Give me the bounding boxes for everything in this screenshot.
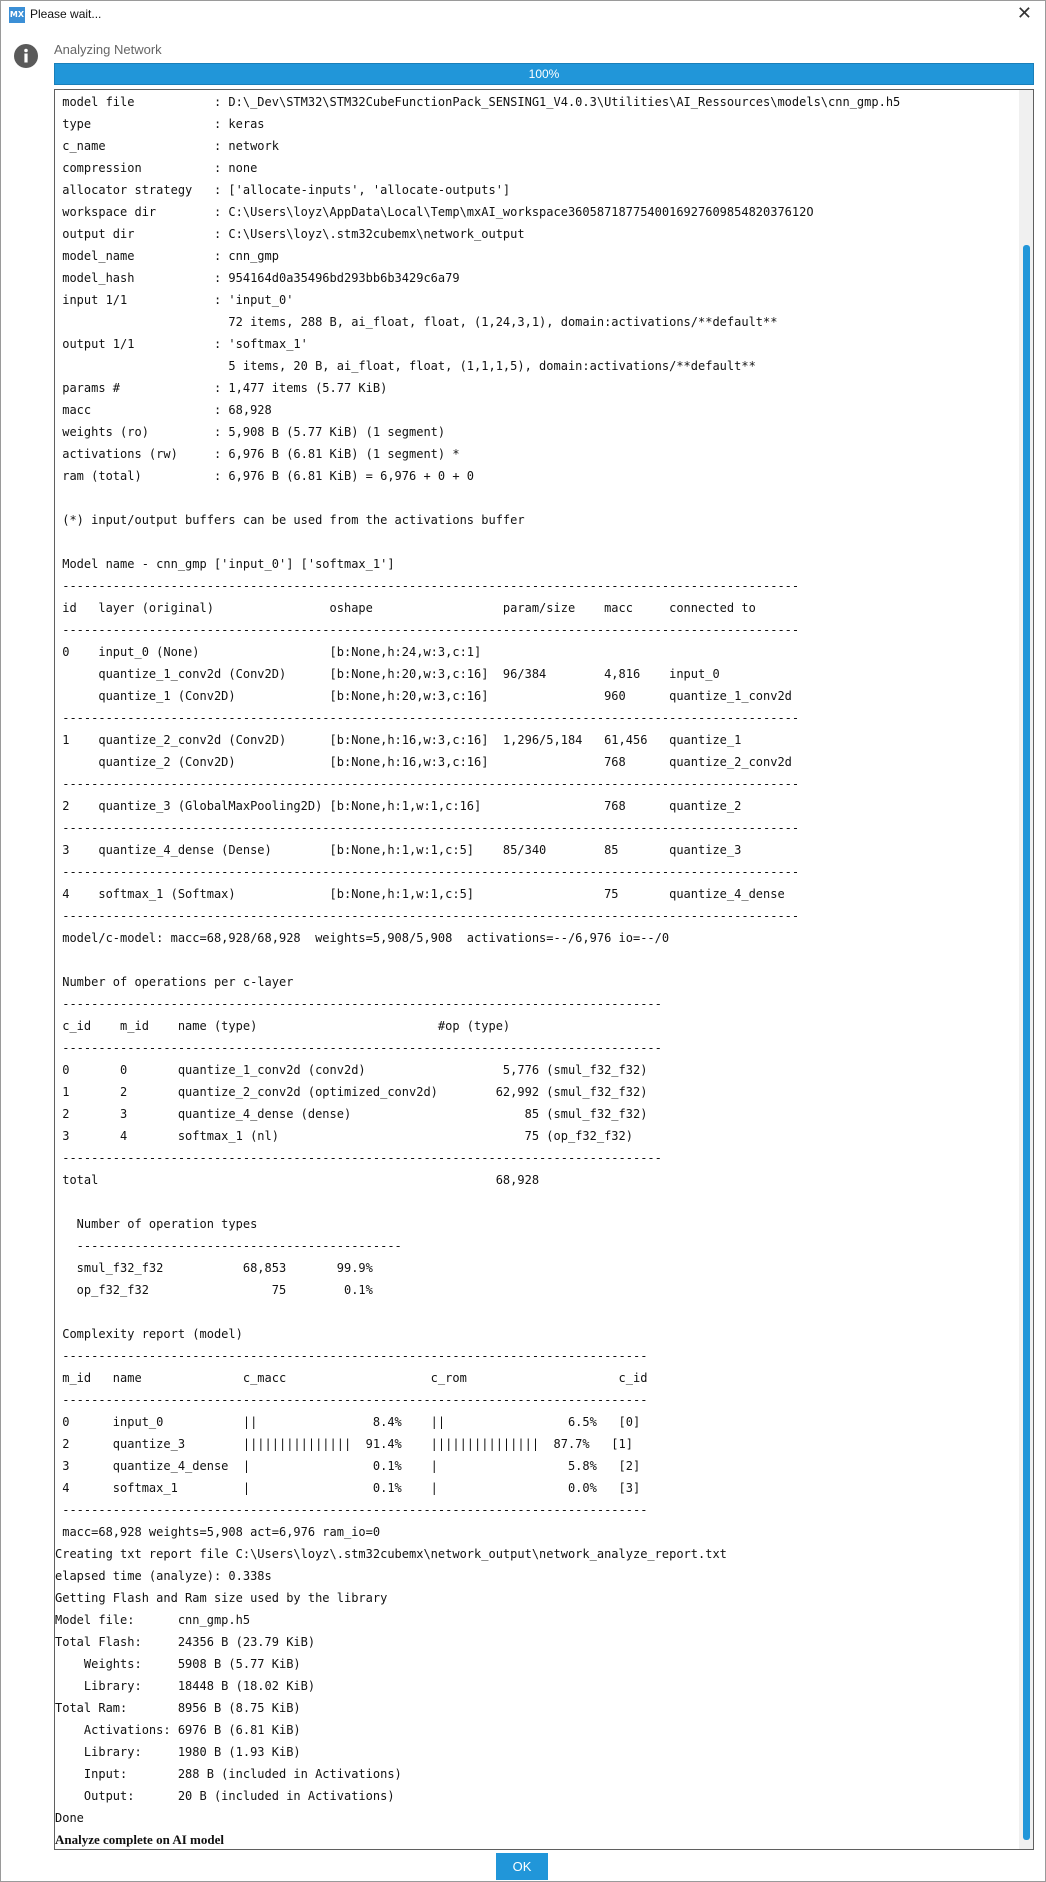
completion-message: Analyze complete on AI model xyxy=(55,1832,224,1847)
log-line: id layer (original) oshape param/size macc connected to xyxy=(55,601,756,615)
log-line: Model file: cnn_gmp.h5 xyxy=(55,1613,251,1627)
progress-text: 100% xyxy=(528,67,560,81)
window-title: Please wait... xyxy=(30,7,102,21)
log-line: ----------------------------------------------------------------------------------- xyxy=(55,1151,662,1165)
log-line: ram (total) : 6,976 B (6.81 KiB) = 6,976 + 0 + 0 xyxy=(55,469,475,483)
log-line: compression : none xyxy=(55,161,258,175)
log-line: Complexity report (model) xyxy=(55,1327,243,1341)
ok-button[interactable]: OK xyxy=(496,1853,548,1880)
log-line: --------------------------------------------------------------------------------- xyxy=(55,1393,648,1407)
log-line: quantize_1 (Conv2D) [b:None,h:20,w:3,c:16] 960 quantize_1_conv2d xyxy=(55,689,792,703)
log-line: Activations: 6976 B (6.81 KiB) xyxy=(55,1723,301,1737)
log-line: ------------------------------------------------------------------------------------------------------ xyxy=(55,777,800,791)
log-line: ----------------------------------------------------------------------------------- xyxy=(55,1041,662,1055)
log-line: ------------------------------------------------------------------------------------------------------ xyxy=(55,623,800,637)
log-line: Library: 18448 B (18.02 KiB) xyxy=(55,1679,316,1693)
log-line: Model name - cnn_gmp ['input_0'] ['softmax_1'] xyxy=(55,557,395,571)
log-line: model_hash : 954164d0a35496bd293bb6b3429c6a79 xyxy=(55,271,460,285)
log-line: model_name : cnn_gmp xyxy=(55,249,279,263)
log-line: ------------------------------------------------------------------------------------------------------ xyxy=(55,909,800,923)
log-line: params # : 1,477 items (5.77 KiB) xyxy=(55,381,388,395)
log-line: smul_f32_f32 68,853 99.9% xyxy=(55,1261,373,1275)
log-line: 2 quantize_3 ||||||||||||||| 91.4% ||||||||||||||| 87.7% [1] xyxy=(55,1437,633,1451)
log-line: c_name : network xyxy=(55,139,279,153)
log-line: workspace dir : C:\Users\loyz\AppData\Local\Temp\mxAI_workspace360587187754001692760985482037612O xyxy=(55,205,814,219)
log-line: quantize_1_conv2d (Conv2D) [b:None,h:20,w:3,c:16] 96/384 4,816 input_0 xyxy=(55,667,720,681)
log-line xyxy=(55,1191,1020,1213)
log-line: Number of operation types xyxy=(55,1217,258,1231)
log-line: op_f32_f32 75 0.1% xyxy=(55,1283,373,1297)
log-line: model/c-model: macc=68,928/68,928 weights=5,908/5,908 activations=--/6,976 io=--/0 xyxy=(55,931,670,945)
log-line: output dir : C:\Users\loyz\.stm32cubemx\network_output xyxy=(55,227,525,241)
log-line: Creating txt report file C:\Users\loyz\.stm32cubemx\network_output\network_analyze_report.txt xyxy=(55,1547,727,1561)
log-line: 2 quantize_3 (GlobalMaxPooling2D) [b:None,h:1,w:1,c:16] 768 quantize_2 xyxy=(55,799,742,813)
scrollbar-thumb[interactable] xyxy=(1023,245,1030,1840)
log-line: ------------------------------------------------------------------------------------------------------ xyxy=(55,711,800,725)
log-line: 3 quantize_4_dense | 0.1% | 5.8% [2] xyxy=(55,1459,641,1473)
log-line: 4 softmax_1 (Softmax) [b:None,h:1,w:1,c:5] 75 quantize_4_dense xyxy=(55,887,785,901)
app-icon: MX xyxy=(9,7,25,23)
log-line: 0 0 quantize_1_conv2d (conv2d) 5,776 (smul_f32_f32) xyxy=(55,1063,648,1077)
log-line: weights (ro) : 5,908 B (5.77 KiB) (1 segment) xyxy=(55,425,446,439)
log-line: Output: 20 B (included in Activations) xyxy=(55,1789,395,1803)
log-output[interactable] xyxy=(54,89,1034,1850)
log-line: m_id name c_macc c_rom c_id xyxy=(55,1371,648,1385)
log-line: Library: 1980 B (1.93 KiB) xyxy=(55,1745,301,1759)
log-line: ------------------------------------------------------------------------------------------------------ xyxy=(55,865,800,879)
log-line: 4 softmax_1 | 0.1% | 0.0% [3] xyxy=(55,1481,641,1495)
log-line: Input: 288 B (included in Activations) xyxy=(55,1767,402,1781)
log-line: allocator strategy : ['allocate-inputs', 'allocate-outputs'] xyxy=(55,183,511,197)
close-icon[interactable]: ✕ xyxy=(1016,3,1032,24)
log-line xyxy=(55,949,1020,971)
log-line: 72 items, 288 B, ai_float, float, (1,24,3,1), domain:activations/**default** xyxy=(55,315,778,329)
log-line: type : keras xyxy=(55,117,265,131)
log-line: 2 3 quantize_4_dense (dense) 85 (smul_f32_f32) xyxy=(55,1107,648,1121)
scrollbar[interactable] xyxy=(1019,90,1033,1849)
log-line: 3 4 softmax_1 (nl) 75 (op_f32_f32) xyxy=(55,1129,633,1143)
log-line: 0 input_0 || 8.4% || 6.5% [0] xyxy=(55,1415,641,1429)
log-line: ------------------------------------------------------------------------------------------------------ xyxy=(55,821,800,835)
progress-bar xyxy=(54,63,1034,85)
log-line: Total Ram: 8956 B (8.75 KiB) xyxy=(55,1701,301,1715)
log-line: elapsed time (analyze): 0.338s xyxy=(55,1569,272,1583)
log-line: (*) input/output buffers can be used from the activations buffer xyxy=(55,513,525,527)
log-line: macc=68,928 weights=5,908 act=6,976 ram_io=0 xyxy=(55,1525,381,1539)
log-line: Number of operations per c-layer xyxy=(55,975,294,989)
log-line: macc : 68,928 xyxy=(55,403,272,417)
log-line: output 1/1 : 'softmax_1' xyxy=(55,337,308,351)
log-line xyxy=(55,531,1020,553)
log-line: c_id m_id name (type) #op (type) xyxy=(55,1019,511,1033)
log-line: ----------------------------------------------------------------------------------- xyxy=(55,997,662,1011)
log-line: 0 input_0 (None) [b:None,h:24,w:3,c:1] xyxy=(55,645,482,659)
status-label: Analyzing Network xyxy=(54,42,162,57)
log-line: 3 quantize_4_dense (Dense) [b:None,h:1,w:1,c:5] 85/340 85 quantize_3 xyxy=(55,843,742,857)
log-line xyxy=(55,1301,1020,1323)
log-line xyxy=(55,487,1020,509)
log-line: Weights: 5908 B (5.77 KiB) xyxy=(55,1657,301,1671)
log-line: Getting Flash and Ram size used by the library xyxy=(55,1591,388,1605)
log-line: input 1/1 : 'input_0' xyxy=(55,293,294,307)
log-line: total 68,928 xyxy=(55,1173,540,1187)
log-line: ------------------------------------------------------------------------------------------------------ xyxy=(55,579,800,593)
log-line: 1 quantize_2_conv2d (Conv2D) [b:None,h:16,w:3,c:16] 1,296/5,184 61,456 quantize_1 xyxy=(55,733,742,747)
log-line: 1 2 quantize_2_conv2d (optimized_conv2d) 62,992 (smul_f32_f32) xyxy=(55,1085,648,1099)
log-line: --------------------------------------------------------------------------------- xyxy=(55,1503,648,1517)
log-line: quantize_2 (Conv2D) [b:None,h:16,w:3,c:16] 768 quantize_2_conv2d xyxy=(55,755,792,769)
log-line: --------------------------------------------- xyxy=(55,1239,402,1253)
title-bar xyxy=(0,0,1046,30)
log-line: 5 items, 20 B, ai_float, float, (1,1,1,5), domain:activations/**default** xyxy=(55,359,756,373)
log-line: model file : D:\_Dev\STM32\STM32CubeFunctionPack_SENSING1_V4.0.3\Utilities\AI_Ressources\models\cnn_gmp.h5 xyxy=(55,95,901,109)
log-line: --------------------------------------------------------------------------------- xyxy=(55,1349,648,1363)
log-line: activations (rw) : 6,976 B (6.81 KiB) (1 segment) * xyxy=(55,447,460,461)
log-line: Done xyxy=(55,1811,84,1825)
info-icon xyxy=(14,44,38,68)
log-lines xyxy=(55,90,1020,1850)
log-line: Total Flash: 24356 B (23.79 KiB) xyxy=(55,1635,316,1649)
